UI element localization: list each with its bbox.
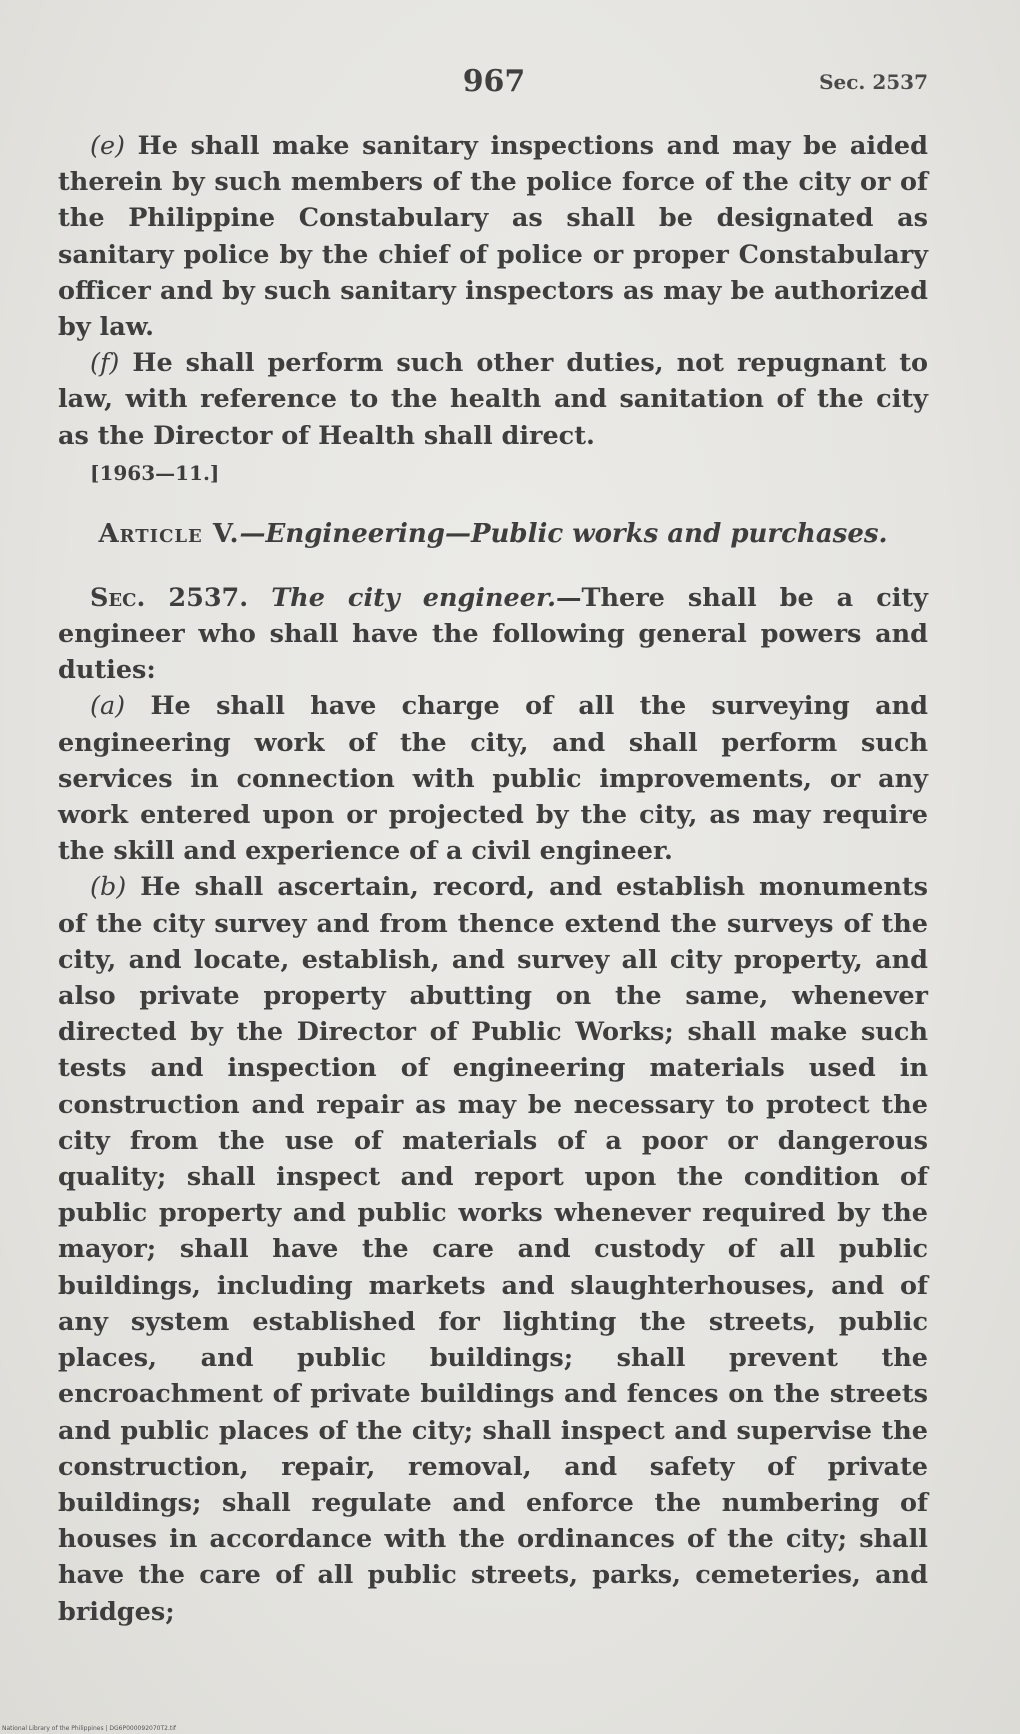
page-number: 967 <box>462 64 526 99</box>
article-heading <box>58 516 928 552</box>
paragraph-b <box>58 869 928 1629</box>
paragraph-text: He shall make sanitary inspections and may be aided therein by such members of the police force of the city or of the Philippine Constabulary as shall be designated as sanitary police by the chief of police or proper Constabulary officer and by such sanitary inspectors as may be authorized by law. <box>58 131 928 343</box>
article-title: —Engineering—Public works and purchases. <box>239 518 888 549</box>
page-header <box>60 64 928 104</box>
section-title: The city engineer. <box>271 582 556 613</box>
section-2537 <box>58 580 928 689</box>
paragraph-text: He shall ascertain, record, and establish monuments of the city survey and from thence extend the surveys of the city, and locate, establish, and survey all city property, and also private property abutting on the same, whenever directed by the Director of Public Works; shall make such tests and inspection of engineering materials used in construction and repair as may be necessary to protect the city from the use of materials of a poor or dangerous quality; shall inspect and report upon the condition of public property and public works whenever required by the mayor; shall have the care and custody of all public buildings, including markets and slaughterhouses, and of any system established for lighting the streets, public places, and public buildings; shall prevent the encroachment of private buildings and fences on the streets and public places of the city; shall inspect and supervise the construction, repair, removal, and safety of private buildings; shall regulate and enforce the numbering of houses in accordance with the ordinances of the city; shall have the care of all public streets, parks, cemeteries, and bridges; <box>58 872 928 1627</box>
paragraph-letter: (e) <box>90 131 125 161</box>
body-text <box>58 128 928 1630</box>
paragraph-text: He shall perform such other duties, not repugnant to law, with reference to the health and sanitation of the city as the Director of Health shall direct. <box>58 348 928 451</box>
paragraph-e <box>58 128 928 345</box>
citation: [1963—11.] <box>90 460 220 485</box>
paragraph-letter: (b) <box>90 872 127 903</box>
section-text: —There shall be a city engineer who shall have the following general powers and duties: <box>58 582 929 686</box>
paragraph-letter: (a) <box>90 691 126 722</box>
running-section-reference: Sec. 2537 <box>819 70 928 94</box>
scan-footer: National Library of the Philippines | DG6P000092070T2.tif <box>2 1725 176 1732</box>
article-label: Article V. <box>98 518 240 549</box>
paragraph-letter: (f) <box>90 348 120 379</box>
section-label: Sec. 2537. <box>90 582 249 613</box>
paragraph-f <box>58 345 928 454</box>
paragraph-text: He shall have charge of all the surveying and engineering work of the city, and shall perform such services in connection with public improvements, or any work entered upon or projected by the city, as may require the skill and experience of a civil engineer. <box>58 691 928 867</box>
paragraph-a <box>58 688 928 869</box>
